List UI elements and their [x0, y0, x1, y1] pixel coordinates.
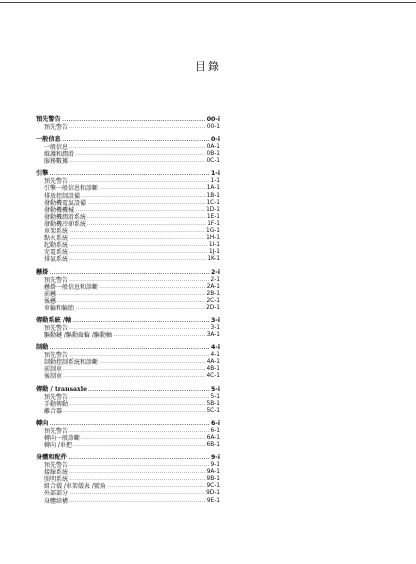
- toc-entry-title: 預先警告: [44, 352, 69, 360]
- toc-entry-page: 1J-1: [209, 249, 220, 256]
- toc-section-page: 1-i: [211, 170, 220, 178]
- dot-leader: [69, 124, 206, 131]
- toc-entry-page: 1C-1: [206, 199, 220, 206]
- toc-section: [36, 454, 220, 505]
- top-border-line: [0, 2, 416, 3]
- toc-section: [36, 170, 220, 263]
- toc-entry-page: 4A-1: [206, 359, 220, 366]
- toc-section: [36, 269, 220, 312]
- toc-entry[interactable]: [36, 442, 220, 449]
- toc-entry-page: 1K-1: [207, 256, 220, 263]
- toc-entry-page: 9D-1: [206, 490, 220, 497]
- toc-entry-page: 5B-1: [206, 400, 220, 407]
- toc-entry-title: 外部部分: [44, 490, 69, 498]
- toc-section-heading[interactable]: [36, 269, 220, 277]
- toc-entry-page: 1D-1: [206, 206, 220, 213]
- toc-entry[interactable]: [36, 185, 220, 192]
- toc-section-heading[interactable]: [36, 136, 220, 144]
- toc-entry-page: 0A-1: [206, 144, 220, 151]
- dot-leader: [69, 469, 206, 476]
- toc-section-heading[interactable]: [36, 170, 220, 178]
- toc-section-page: 4-i: [211, 344, 220, 352]
- toc-entry[interactable]: [36, 158, 220, 165]
- toc-entry-page: 2D-1: [206, 304, 220, 311]
- toc-entry-page: 3-1: [210, 324, 220, 331]
- dot-leader: [72, 317, 210, 325]
- dot-leader: [49, 420, 210, 428]
- toc-entry-title: 照明系統: [44, 476, 69, 484]
- toc-entry-page: 9B-1: [206, 476, 220, 483]
- toc-entry-page: 9A-1: [206, 469, 220, 476]
- dot-leader: [63, 408, 205, 415]
- toc-entry-title: 前制車: [44, 366, 63, 374]
- dot-leader: [73, 442, 206, 449]
- toc-entry-title: 預先警告: [44, 124, 69, 131]
- toc-section-heading[interactable]: [36, 344, 220, 352]
- dot-leader: [63, 366, 206, 373]
- toc-section: [36, 386, 220, 415]
- toc-entry[interactable]: [36, 366, 220, 373]
- table-of-contents: [36, 116, 220, 510]
- toc-entry-title: 發動機冷卻系統: [44, 220, 87, 228]
- toc-section-title: 懸掛: [36, 268, 49, 276]
- toc-entry-page: 1H-1: [206, 235, 220, 242]
- dot-leader: [49, 269, 210, 277]
- toc-section-heading[interactable]: [36, 420, 220, 428]
- toc-section-page: 3-i: [211, 316, 220, 324]
- toc-entry[interactable]: [36, 298, 220, 305]
- toc-entry-title: 排氣系統: [44, 256, 69, 264]
- toc-entry-title: 轉向一般診斷: [44, 434, 81, 442]
- toc-entry[interactable]: [36, 284, 220, 291]
- toc-entry[interactable]: [36, 359, 220, 366]
- dot-leader: [99, 284, 206, 291]
- toc-entry-page: 0B-1: [206, 151, 220, 158]
- toc-entry-page: 2A-1: [206, 283, 220, 290]
- toc-entry[interactable]: [36, 291, 220, 298]
- dot-leader: [69, 325, 210, 332]
- toc-entry[interactable]: [36, 207, 220, 214]
- toc-entry[interactable]: [36, 277, 220, 284]
- toc-entry-page: 1G-1: [206, 228, 220, 235]
- toc-entry-title: 充電系統: [44, 249, 69, 257]
- toc-entry-title: 制動控制系統和診斷: [44, 359, 99, 367]
- toc-entry-title: 接線系統: [44, 469, 69, 477]
- dot-leader: [69, 352, 210, 359]
- toc-entry-page: 4C-1: [206, 373, 220, 380]
- toc-entry-title: 身體結構: [44, 497, 69, 505]
- dot-leader: [69, 256, 206, 263]
- toc-section-page: 6-i: [211, 419, 220, 427]
- toc-entry-title: 預先警告: [44, 393, 69, 401]
- toc-entry[interactable]: [36, 221, 220, 228]
- dot-leader: [69, 249, 208, 256]
- toc-entry-title: 一般信息: [44, 144, 69, 152]
- toc-section-page: 2-i: [211, 268, 220, 276]
- toc-entry-page: 2-1: [210, 276, 220, 283]
- dot-leader: [69, 144, 206, 151]
- toc-entry-page: 6B-1: [206, 442, 220, 448]
- toc-entry-page: 0C-1: [206, 158, 220, 165]
- toc-section-title: 轉向: [36, 419, 49, 427]
- toc-entry-page: 2C-1: [206, 297, 220, 304]
- toc-entry[interactable]: [36, 373, 220, 380]
- toc-entry-page: 5-1: [210, 393, 220, 400]
- toc-entry-page: 5C-1: [206, 407, 220, 414]
- toc-entry-title: 服務數據: [44, 158, 69, 166]
- toc-entry-page: 1B-1: [206, 192, 220, 199]
- toc-section-heading[interactable]: [36, 454, 220, 462]
- dot-leader: [69, 178, 210, 185]
- toc-entry-title: 預先警告: [44, 324, 69, 332]
- toc-entry-title: 組合儀 /車架儀表 /號角: [44, 483, 106, 491]
- dot-leader: [69, 428, 210, 435]
- toc-entry-title: 發動機電氣設備: [44, 199, 87, 207]
- dot-leader: [69, 228, 205, 235]
- dot-leader: [69, 158, 205, 165]
- toc-entry-title: 車架系統: [44, 228, 69, 236]
- dot-leader: [69, 394, 210, 401]
- toc-section: [36, 344, 220, 380]
- toc-entry[interactable]: [36, 394, 220, 401]
- toc-section-page: 00-i: [206, 116, 220, 123]
- dot-leader: [49, 170, 210, 178]
- dot-leader: [75, 305, 205, 312]
- toc-entry-title: 起動系統: [44, 242, 69, 250]
- toc-entry-page: 1F-1: [207, 220, 220, 227]
- toc-entry-title: 前懸: [44, 290, 57, 298]
- dot-leader: [87, 200, 205, 207]
- toc-entry[interactable]: [36, 200, 220, 207]
- dot-leader: [69, 401, 206, 408]
- toc-entry[interactable]: [36, 193, 220, 200]
- dot-leader: [99, 185, 206, 192]
- toc-entry-title: 手動傳動: [44, 400, 69, 408]
- toc-section-title: 身體和配件: [36, 454, 67, 462]
- toc-entry-title: 預先警告: [44, 178, 69, 186]
- toc-entry-title: 發動機機械: [44, 206, 75, 214]
- toc-section-title: 傳動 / transaxle: [36, 385, 88, 393]
- toc-entry-page: 1E-1: [206, 213, 220, 220]
- toc-entry[interactable]: [36, 498, 220, 505]
- toc-entry-title: 懸掛一般信息和診斷: [44, 283, 99, 291]
- toc-entry[interactable]: [36, 256, 220, 263]
- toc-entry-page: 2B-1: [206, 290, 220, 297]
- dot-leader: [75, 151, 206, 158]
- dot-leader: [87, 221, 206, 228]
- dot-leader: [81, 435, 206, 442]
- dot-leader: [69, 242, 208, 249]
- toc-section-title: 引擎: [36, 170, 49, 178]
- dot-leader: [88, 386, 210, 394]
- toc-entry[interactable]: [36, 214, 220, 221]
- toc-section-title: 一般信息: [36, 136, 61, 144]
- toc-section: [36, 136, 220, 165]
- toc-entry-page: 1I-1: [208, 242, 220, 249]
- toc-section-page: 5-i: [211, 385, 220, 393]
- toc-entry-page: 9E-1: [206, 497, 220, 504]
- toc-entry[interactable]: [36, 325, 220, 332]
- toc-entry-page: 6A-1: [206, 434, 220, 441]
- toc-entry-title: 車輪和輪胎: [44, 304, 75, 312]
- dot-leader: [99, 359, 206, 366]
- dot-leader: [63, 373, 205, 380]
- toc-entry-page: 00-1: [206, 124, 220, 130]
- toc-entry-title: 後懸: [44, 297, 57, 305]
- dot-leader: [75, 207, 205, 214]
- dot-leader: [69, 462, 210, 469]
- toc-entry-title: 點火系統: [44, 235, 69, 243]
- dot-leader: [69, 235, 205, 242]
- dot-leader: [81, 193, 206, 200]
- toc-entry-title: 離合器: [44, 407, 63, 415]
- dot-leader: [69, 490, 205, 497]
- toc-section-page: 9-i: [211, 454, 220, 462]
- toc-entry[interactable]: [36, 305, 220, 312]
- toc-entry-title: 維護和潤滑: [44, 151, 75, 159]
- dot-leader: [57, 291, 206, 298]
- toc-section-title: 傳動系統 /軸: [36, 316, 72, 324]
- toc-entry-page: 6-1: [210, 427, 220, 434]
- dot-leader: [69, 498, 206, 505]
- toc-section: [36, 116, 220, 131]
- toc-entry-page: 4-1: [210, 352, 220, 359]
- dot-leader: [62, 136, 210, 144]
- toc-entry[interactable]: [36, 490, 220, 497]
- toc-entry-title: 引擎一般信息和診斷: [44, 185, 99, 193]
- page-title: 目錄: [195, 60, 221, 73]
- dot-leader: [69, 277, 210, 284]
- dot-leader: [87, 214, 206, 221]
- dot-leader: [107, 483, 206, 490]
- toc-section-page: 0-i: [211, 136, 220, 144]
- toc-entry-page: 1A-1: [206, 185, 220, 192]
- toc-entry-title: 預先警告: [44, 276, 69, 284]
- toc-entry-title: 預先警告: [44, 427, 69, 435]
- toc-section: [36, 317, 220, 339]
- toc-entry-title: 驅動鏈 /驅動齒輪 /驅動軸: [44, 332, 112, 340]
- toc-section-heading[interactable]: [36, 116, 220, 124]
- toc-section-title: 預先警告: [36, 116, 61, 123]
- toc-entry[interactable]: [36, 401, 220, 408]
- toc-entry[interactable]: [36, 332, 220, 339]
- toc-entry[interactable]: [36, 408, 220, 415]
- toc-entry-page: 3A-1: [206, 332, 220, 339]
- dot-leader: [49, 344, 210, 352]
- toc-entry-page: 1-1: [210, 178, 220, 185]
- toc-entry-page: 4B-1: [206, 366, 220, 373]
- toc-section-heading[interactable]: [36, 317, 220, 325]
- toc-entry-title: 轉向 /車把: [44, 442, 72, 449]
- toc-entry-title: 後制車: [44, 373, 63, 381]
- toc-entry-title: 發動機潤滑系統: [44, 213, 87, 221]
- dot-leader: [68, 454, 210, 462]
- toc-section-heading[interactable]: [36, 386, 220, 394]
- toc-entry[interactable]: [36, 124, 220, 131]
- dot-leader: [62, 116, 206, 124]
- toc-section: [36, 420, 220, 449]
- toc-entry[interactable]: [36, 428, 220, 435]
- toc-entry-page: 9C-1: [206, 483, 220, 490]
- toc-entry-page: 9-1: [210, 462, 220, 469]
- toc-entry-title: 預先警告: [44, 462, 69, 470]
- toc-entry-title: 排放控制設備: [44, 192, 81, 200]
- toc-section-title: 制動: [36, 344, 49, 352]
- toc-entry[interactable]: [36, 435, 220, 442]
- dot-leader: [113, 332, 206, 339]
- dot-leader: [57, 298, 205, 305]
- dot-leader: [69, 476, 206, 483]
